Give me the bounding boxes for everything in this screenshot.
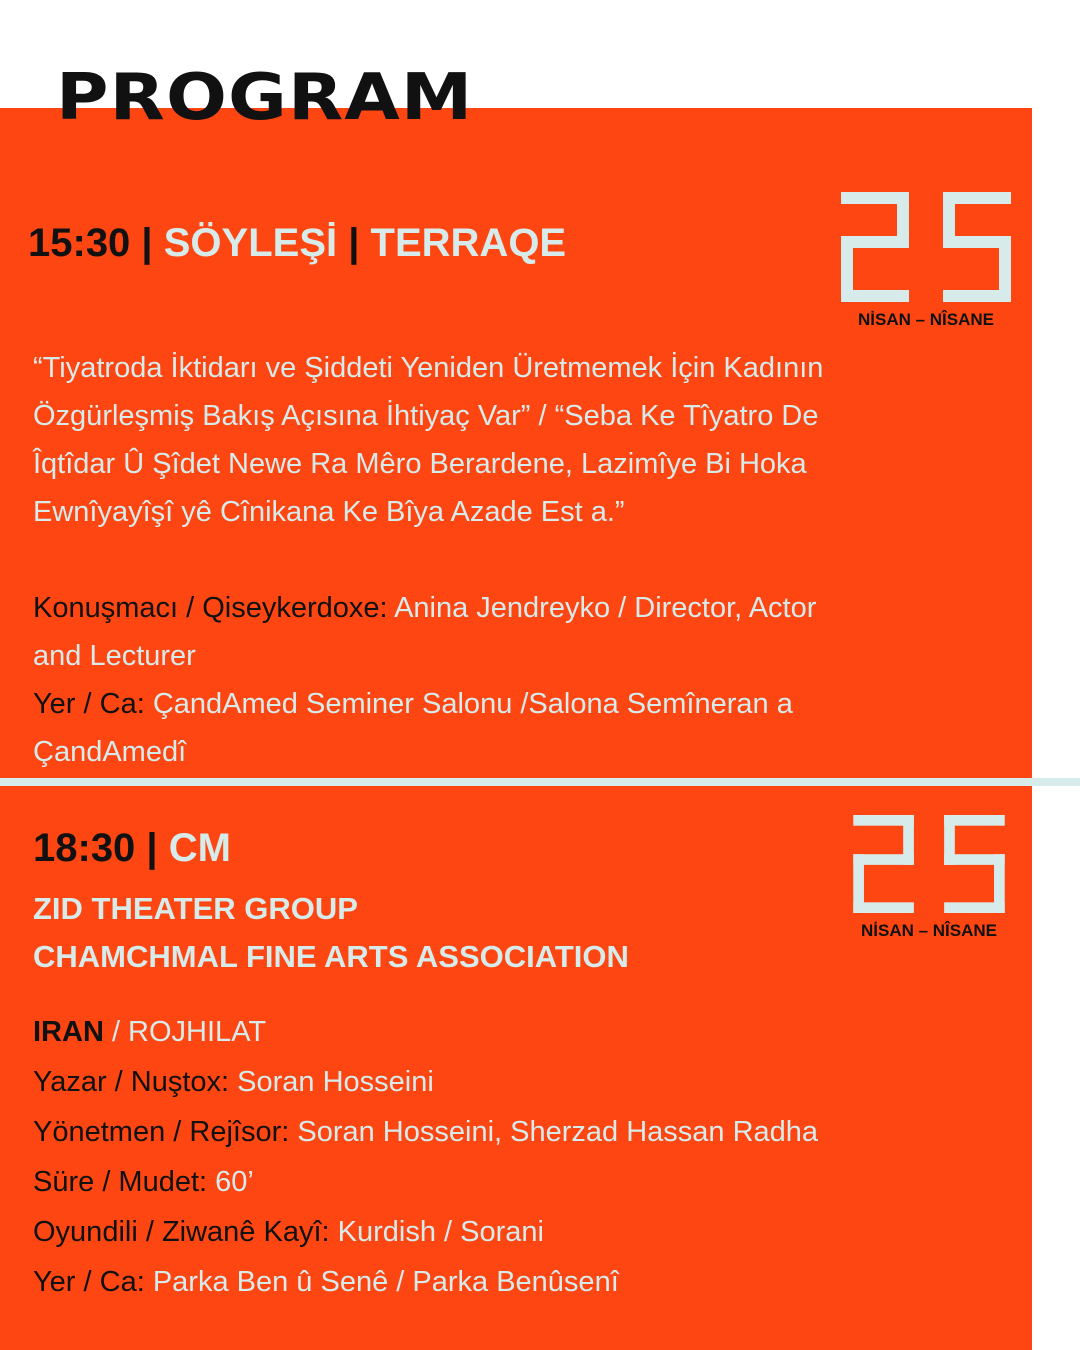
event-2-country-label: IRAN xyxy=(33,1016,104,1048)
event-1-speaker-value-cont: and Lecturer xyxy=(33,640,196,672)
event-1-quote-line: Ewnîyayîşî yê Cînikana Ke Bîya Azade Est a.” xyxy=(33,496,625,528)
event-1-place-value: ÇandAmed Seminer Salonu /Salona Semîneran a xyxy=(144,688,793,720)
event-2-place-value: Parka Ben û Senê / Parka Benûsenî xyxy=(144,1266,619,1298)
event-2-director-value: Soran Hosseini, Sherzad Hassan Radha xyxy=(289,1116,819,1148)
page-title: PROGRAM xyxy=(56,61,474,135)
event-1-place-value-cont: ÇandAmedî xyxy=(33,736,187,768)
event-1-venue: TERRAQE xyxy=(370,221,567,265)
event-1-date-month: NİSAN – NÎSANE xyxy=(857,310,995,329)
event-2-separator: | xyxy=(135,826,169,870)
event-1-quote-line: Özgürleşmiş Bakış Açısına İhtiyaç Var” / “Seba Ke Tîyatro De xyxy=(33,400,819,432)
event-2-country-value: / ROJHILAT xyxy=(103,1016,267,1048)
event-1-type: SÖYLEŞİ xyxy=(163,221,338,265)
event-1-speaker-label: Konuşmacı / Qiseykerdoxe: xyxy=(33,592,388,624)
event-1-speaker-value: Anina Jendreyko / Director, Actor xyxy=(387,592,817,624)
event-1-separator: | xyxy=(337,221,371,265)
event-2-time: 18:30 xyxy=(33,826,136,870)
event-1-description xyxy=(33,344,1023,776)
event-2-heading xyxy=(33,828,231,868)
event-2-author-label: Yazar / Nuştox: xyxy=(33,1066,230,1098)
event-2-director-label: Yönetmen / Rejîsor: xyxy=(33,1116,290,1148)
event-2-details xyxy=(33,1007,1023,1307)
event-1-time: 15:30 xyxy=(28,221,131,265)
event-1-separator: | xyxy=(130,221,164,265)
event-2-date-badge xyxy=(836,815,1022,941)
event-2-date-month: NİSAN – NÎSANE xyxy=(860,921,998,940)
event-2-group-2: CHAMCHMAL FINE ARTS ASSOCIATION xyxy=(33,939,629,974)
section-divider xyxy=(0,778,1080,786)
event-2-place-label: Yer / Ca: xyxy=(33,1266,145,1298)
event-1-heading xyxy=(28,223,566,263)
event-2-date-day xyxy=(851,815,1007,913)
event-1-place-label: Yer / Ca: xyxy=(33,688,145,720)
event-2-language-value: Kurdish / Sorani xyxy=(329,1216,544,1248)
event-2-language-label: Oyundili / Ziwanê Kayî: xyxy=(33,1216,330,1248)
event-2-duration-label: Süre / Mudet: xyxy=(33,1166,208,1198)
event-1-quote-line: “Tiyatroda İktidarı ve Şiddeti Yeniden Üretmemek İçin Kadının xyxy=(33,352,824,384)
event-1-date-badge xyxy=(833,192,1019,330)
event-2-venue: CM xyxy=(168,826,231,870)
event-2-group-1: ZID THEATER GROUP xyxy=(33,891,358,926)
event-1-date-day xyxy=(841,192,1011,302)
event-1-quote-line: Îqtîdar Û Şîdet Newe Ra Mêro Berardene, Lazimîye Bi Hoka xyxy=(33,448,807,480)
event-2-duration-value: 60’ xyxy=(207,1166,254,1198)
event-2-author-value: Soran Hosseini xyxy=(229,1066,434,1098)
